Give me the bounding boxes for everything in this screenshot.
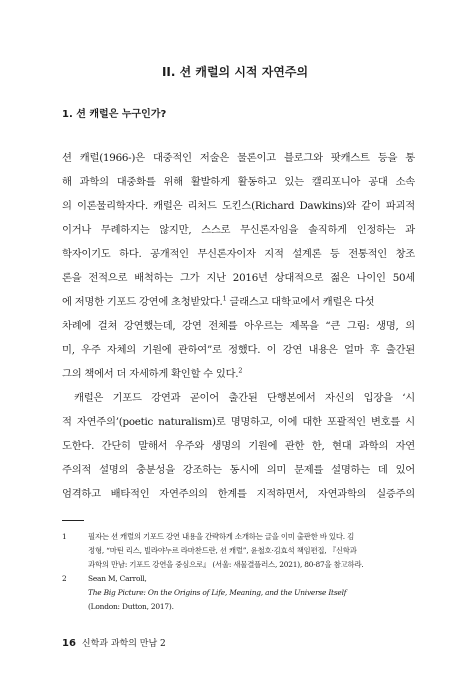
footnote-line: 정형, “마틴 리스, 빌라야누르 라마찬드란, 션 캐럴”, 윤철호·김효석 책임편집, 『신학과 bbox=[88, 546, 357, 555]
text-line: 적 자연주의’(poetic naturalism)로 명명하고, 이에 대한 포괄적인 변호를 시 bbox=[62, 416, 415, 428]
text-line: 의 이론물리학자다. 캐럴은 리처드 도킨스(Richard Dawkins)와 같이 파괴적 bbox=[62, 200, 415, 212]
footnote-line: 과학의 만남: 기포드 강연을 중심으로』 (서울: 새물결플러스, 2021), 80-87을 참고하라. bbox=[88, 560, 364, 569]
footnote-line bbox=[88, 572, 418, 600]
footnote-text bbox=[88, 572, 418, 614]
text-segment: 에 저명한 기포드 강연에 초청받았다. bbox=[62, 296, 223, 308]
text-line: 론을 전적으로 배척하는 그가 지난 2016년 상대적으로 젊은 나이인 50세 bbox=[62, 272, 415, 284]
text-line: 캐럴은 기포드 강연과 곧이어 출간된 단행본에서 자신의 입장을 ‘시 bbox=[74, 392, 415, 404]
text-line bbox=[62, 290, 415, 314]
text-line bbox=[62, 362, 415, 386]
text-line: 해 과학의 대중화를 위해 활발하게 활동하고 있는 캘리포니아 공대 소속 bbox=[62, 176, 415, 188]
text-line: 학자이기도 하다. 공개적인 무신론자이자 지적 설계론 등 전통적인 창조 bbox=[62, 248, 415, 260]
section-title: II. 션 캐럴의 시적 자연주의 bbox=[161, 65, 309, 79]
text-line: 션 캐럴(1966-)은 대중적인 저술은 물론이고 블로그와 팟캐스트 등을 통 bbox=[62, 152, 415, 164]
sub-heading: 1. 션 캐럴은 누구인가? bbox=[62, 109, 167, 120]
text-line: 엄격하고 배타적인 자연주의의 한계를 지적하면서, 자연과학의 실증주의 bbox=[62, 488, 415, 500]
footnote-ref: 2 bbox=[238, 366, 243, 375]
footnote-text bbox=[88, 530, 418, 572]
text-line: 미, 우주 자체의 기원에 관하여”로 정했다. 이 강연 내용은 얼마 후 출간된 bbox=[62, 344, 415, 356]
footnote-divider bbox=[62, 520, 84, 521]
text-segment: 글래스고 대학교에서 캐럴은 다섯 bbox=[226, 296, 375, 308]
page-footer bbox=[62, 636, 166, 649]
footnote-line: 필자는 션 캐럴의 기포드 강연 내용을 간략하게 소개하는 글을 이미 출판한 바 있다. 김 bbox=[88, 532, 355, 541]
footnote-number: 1 bbox=[62, 532, 67, 541]
citation-author: Sean M, Carroll, bbox=[88, 574, 147, 583]
paragraph-2 bbox=[62, 386, 415, 506]
footnote-ref: 1 bbox=[222, 294, 227, 303]
text-line: 도한다. 간단히 말해서 우주와 생명의 기원에 관한 한, 현대 과학의 자연 bbox=[62, 440, 415, 452]
running-title: 신학과 과학의 만남 2 bbox=[81, 639, 166, 649]
footnote-line: (London: Dutton, 2017). bbox=[88, 602, 174, 611]
text-line: 주의적 설명의 충분성을 강조하는 동시에 의미 문제를 설명하는 데 있어 bbox=[62, 464, 415, 476]
text-segment: 그의 책에서 더 자세하게 확인할 수 있다. bbox=[62, 368, 239, 380]
paragraph-1 bbox=[62, 146, 415, 386]
text-line: 차례에 걸쳐 강연했는데, 강연 전체를 아우르는 제목을 “큰 그림: 생명, 의 bbox=[62, 320, 415, 332]
text-line: 이거나 무례하지는 않지만, 스스로 무신론자임을 솔직하게 인정하는 과 bbox=[62, 224, 415, 236]
book-title: The Big Picture: On the Origins of Life, Meaning, and the Universe Itself bbox=[88, 588, 347, 597]
footnote-number: 2 bbox=[62, 574, 67, 583]
page-number: 16 bbox=[62, 638, 76, 649]
